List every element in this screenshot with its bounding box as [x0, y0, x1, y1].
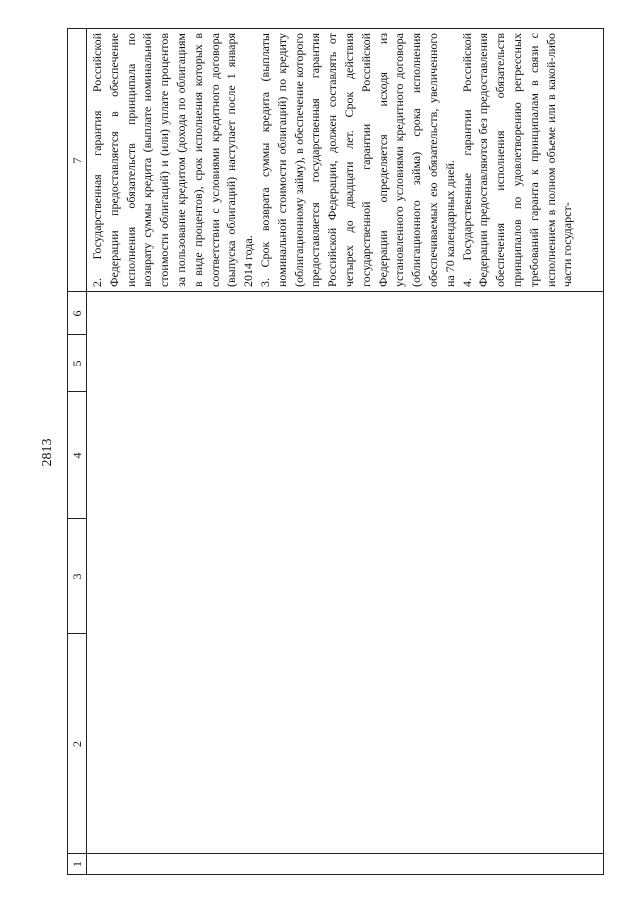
column-divider — [85, 853, 603, 854]
table-header-row — [67, 29, 87, 874]
data-table — [67, 28, 604, 875]
header-col-1: 1 — [68, 853, 86, 874]
paragraph-2: 2. Государственная гарантия Российской Федерации предоставляется в обеспечение исполнения обязательств принципала по возврату суммы кредита (выплате номинальной стоимости облигаций) и (или) уплате процентов за пользование кредитом (дохода по облигациям в виде процентов), срок исполнения которых в соответствии с условиями кредитного договора (выпуска облигаций) наступает после 1 января 2014 года. — [90, 33, 256, 287]
column-divider — [85, 291, 603, 292]
page-number: 2813 — [40, 438, 55, 467]
header-col-7: 7 — [70, 157, 84, 164]
header-col-2: 2 — [68, 633, 86, 854]
header-col-5: 5 — [68, 334, 86, 392]
header-col-6: 6 — [68, 291, 86, 335]
paragraph-4: 4. Государственные гарантии Российской Федерации предоставляются без предоставления обеспечения исполнения обязательств принципалов по удовлетворению регрессных требований гаранта к принципалам в связи с исполнением в полном объеме или в какой-либо части государст- — [459, 33, 575, 287]
header-col-4: 4 — [68, 391, 86, 519]
header-col-3: 3 — [68, 518, 86, 634]
paragraph-3: 3. Срок возврата суммы кредита (выплаты номинальной стоимости облигаций) по кредиту (облигационному займу), в обеспечение которого предоставляется государственная гарантия Российской Федерации, должен составлять от четырех до двадцати лет. Срок действия государственной гарантии Российской Федерации определяется исходя из установленного условиями кредитного договора (облигационного займа) срока исполнения обеспечиваемых ею обязательств, увеличенного на 70 календарных дней. — [257, 33, 457, 287]
column-7-content — [89, 33, 576, 287]
